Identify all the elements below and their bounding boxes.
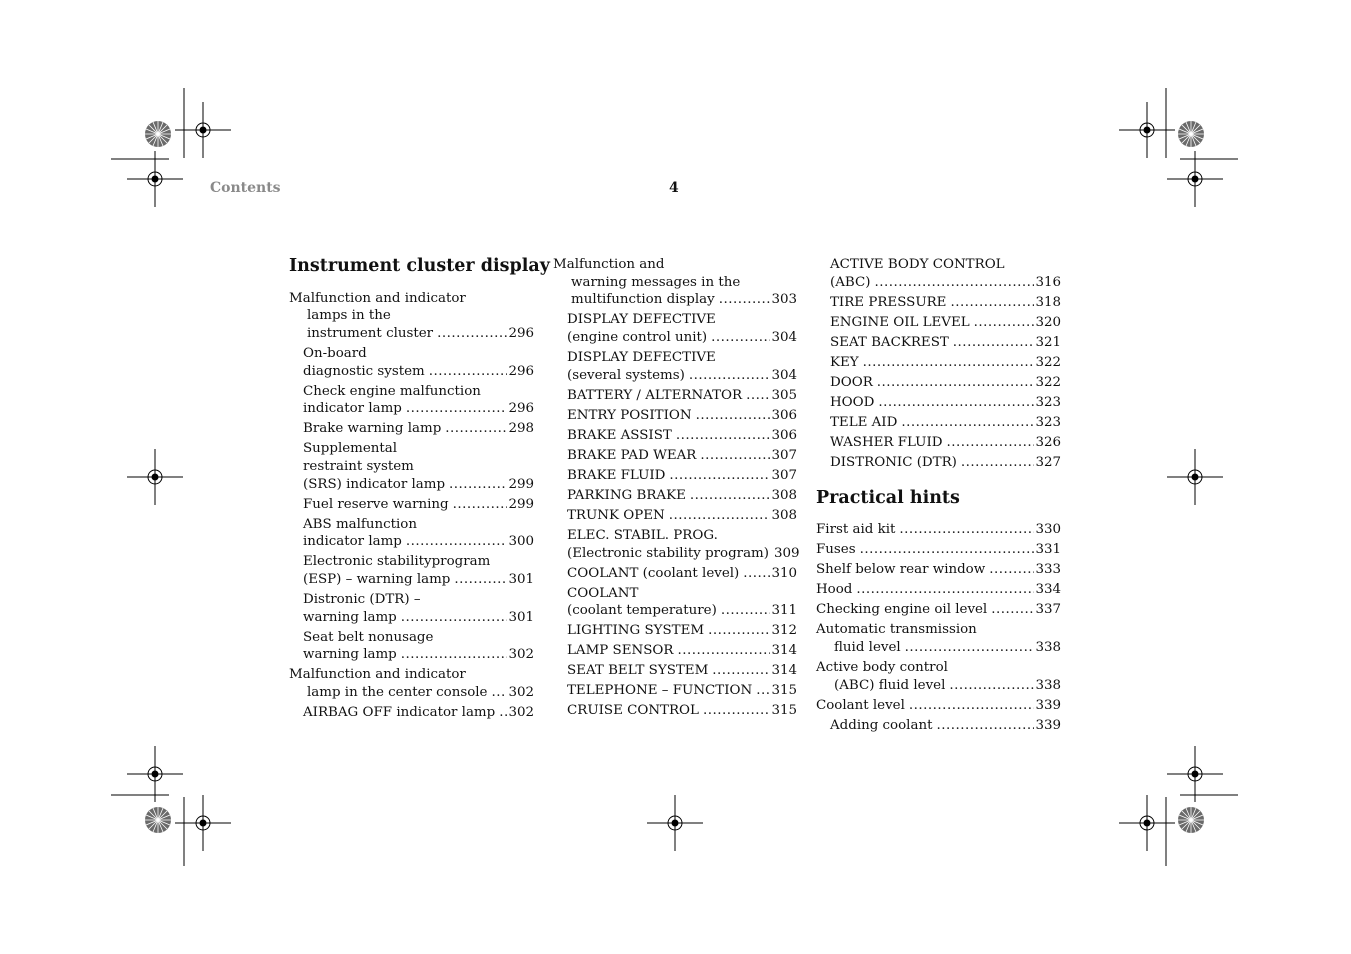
toc-entry-label: Fuel reserve warning (303, 497, 449, 512)
toc-page-number: 339 (1035, 718, 1061, 733)
dot-leader (991, 601, 1034, 619)
toc-entry-text: On-board (303, 346, 367, 361)
toc-entry-text: COOLANT (567, 586, 639, 601)
toc-entry (303, 704, 534, 722)
toc-entry (816, 541, 1061, 559)
dot-leader (401, 609, 508, 627)
toc-page-number: 314 (771, 663, 797, 678)
toc-page-number: 315 (771, 683, 797, 698)
toc-entry-label: (ESP) – warning lamp (303, 572, 451, 587)
toc-entry (303, 646, 534, 664)
toc-entry (307, 325, 534, 343)
toc-entry-label: BRAKE PAD WEAR (567, 448, 697, 463)
toc-entry (303, 496, 534, 514)
toc-entry (567, 507, 797, 525)
toc-entry (567, 387, 797, 405)
dot-leader (743, 565, 770, 583)
toc-page-number: 320 (1035, 315, 1061, 330)
toc-page-number: 302 (508, 705, 534, 720)
toc-page-number: 318 (1035, 295, 1061, 310)
dot-leader (901, 414, 1034, 432)
toc-entry-label: HOOD (830, 395, 875, 410)
toc-entry (567, 427, 797, 445)
toc-entry (830, 454, 1061, 472)
toc-entry-label: LIGHTING SYSTEM (567, 623, 705, 638)
toc-entry-label: Shelf below rear window (816, 562, 986, 577)
toc-entry-label: BATTERY / ALTERNATOR (567, 388, 743, 403)
toc-entry-label: indicator lamp (303, 401, 402, 416)
toc-page-number: 302 (508, 647, 534, 662)
toc-entry (571, 291, 797, 309)
toc-page-number: 322 (1035, 375, 1061, 390)
toc-page-number: 306 (771, 408, 797, 423)
toc-entry-label: Checking engine oil level (816, 602, 988, 617)
toc-entry-label: multifunction display (571, 292, 715, 307)
toc-entry-text: Automatic transmission (816, 622, 977, 637)
toc-page-number: 321 (1035, 335, 1061, 350)
dot-leader (669, 467, 770, 485)
toc-entry (830, 717, 1061, 735)
toc-entry-text: Malfunction and indicator (289, 667, 466, 682)
toc-entry-label: Fuses (816, 542, 856, 557)
dot-leader (703, 702, 771, 720)
toc-entry (303, 476, 534, 494)
dot-leader (860, 541, 1035, 559)
registration-target-icon (175, 102, 231, 158)
toc-entry (830, 394, 1061, 412)
toc-entry (567, 467, 797, 485)
toc-entry (567, 642, 797, 660)
toc-entry (816, 521, 1061, 539)
toc-entry (567, 407, 797, 425)
toc-entry-text: ACTIVE BODY CONTROL (830, 257, 1005, 272)
toc-entry-text: warning messages in the (571, 275, 741, 290)
toc-entry-text: Malfunction and indicator (289, 291, 466, 306)
dot-leader (863, 354, 1035, 372)
toc-entry-label: BRAKE FLUID (567, 468, 666, 483)
toc-entry (567, 682, 797, 700)
toc-entry (816, 561, 1061, 579)
registration-target-icon (1167, 449, 1223, 505)
toc-page-number: 330 (1035, 522, 1061, 537)
dot-leader (676, 427, 771, 445)
registration-star-icon (145, 807, 171, 833)
toc-entry-text: ELEC. STABIL. PROG. (567, 528, 718, 543)
registration-target-icon (1119, 102, 1175, 158)
registration-target-icon (647, 795, 703, 851)
toc-page-number: 302 (508, 685, 534, 700)
toc-page-number: 303 (771, 292, 797, 307)
dot-leader (905, 639, 1035, 657)
section-title-instrument-cluster: Instrument cluster display (289, 256, 550, 276)
dot-leader (953, 334, 1035, 352)
toc-entry-label: WASHER FLUID (830, 435, 943, 450)
toc-entry (303, 533, 534, 551)
toc-entry-label: TELEPHONE – FUNCTION (567, 683, 753, 698)
toc-entry (816, 581, 1061, 599)
toc-entry-label: SEAT BACKREST (830, 335, 949, 350)
dot-leader (454, 571, 507, 589)
dot-leader (947, 434, 1035, 452)
toc-entry-label: lamp in the center console (307, 685, 488, 700)
toc-page-number: 308 (771, 488, 797, 503)
toc-entry-label: First aid kit (816, 522, 896, 537)
toc-page-number: 338 (1035, 678, 1061, 693)
dot-leader (721, 602, 771, 620)
toc-page-number: 311 (771, 603, 797, 618)
dot-leader (429, 363, 508, 381)
dot-leader (401, 646, 508, 664)
toc-entry-label: (coolant temperature) (567, 603, 717, 618)
dot-leader (950, 294, 1034, 312)
toc-page-number: 301 (508, 610, 534, 625)
dot-leader (491, 684, 507, 702)
toc-page-number: 312 (771, 623, 797, 638)
toc-entry (830, 414, 1061, 432)
toc-entry-text: Seat belt nonusage (303, 630, 434, 645)
dot-leader (909, 697, 1035, 715)
toc-page-number: 316 (1035, 275, 1061, 290)
toc-entry-text: Supplemental (303, 441, 398, 456)
toc-page-number: 296 (508, 401, 534, 416)
registration-target-icon (127, 449, 183, 505)
toc-entry (816, 697, 1061, 715)
toc-entry (567, 662, 797, 680)
toc-entry-label: LAMP SENSOR (567, 643, 674, 658)
toc-page-number: 308 (771, 508, 797, 523)
toc-entry (303, 571, 534, 589)
toc-entry-label: warning lamp (303, 610, 397, 625)
toc-entry (303, 363, 534, 381)
dot-leader (874, 274, 1034, 292)
toc-page-number: 338 (1035, 640, 1061, 655)
toc-page-number: 299 (508, 497, 534, 512)
toc-entry (834, 639, 1061, 657)
toc-page-number: 296 (508, 364, 534, 379)
toc-entry-text: Electronic stabilityprogram (303, 554, 491, 569)
toc-page-number: 298 (508, 421, 534, 436)
dot-leader (689, 367, 771, 385)
dot-leader (669, 507, 771, 525)
toc-entry-label: TIRE PRESSURE (830, 295, 947, 310)
toc-entry-label: TRUNK OPEN (567, 508, 665, 523)
toc-entry-label: Adding coolant (830, 718, 933, 733)
toc-page-number: 322 (1035, 355, 1061, 370)
toc-entry (303, 609, 534, 627)
toc-entry (816, 601, 1061, 619)
toc-entry-text: Check engine malfunction (303, 384, 481, 399)
toc-page-number: 307 (771, 468, 797, 483)
dot-leader (949, 677, 1034, 695)
toc-page-number: 333 (1035, 562, 1061, 577)
dot-leader (708, 622, 770, 640)
toc-page-number: 307 (771, 448, 797, 463)
dot-leader (877, 374, 1035, 392)
toc-entry-label: (engine control unit) (567, 330, 708, 345)
registration-target-icon (1167, 746, 1223, 802)
toc-entry (830, 434, 1061, 452)
toc-entry (567, 545, 800, 563)
toc-entry (567, 565, 797, 583)
toc-entry-text: Distronic (DTR) – (303, 592, 421, 607)
registration-star-icon (145, 121, 171, 147)
dot-leader (856, 581, 1034, 599)
dot-leader (437, 325, 507, 343)
toc-entry-label: fluid level (834, 640, 901, 655)
toc-page-number: 299 (508, 477, 534, 492)
toc-entry-label: TELE AID (830, 415, 898, 430)
toc-page-number: 323 (1035, 395, 1061, 410)
toc-entry-label: CRUISE CONTROL (567, 703, 699, 718)
dot-leader (878, 394, 1034, 412)
toc-page-number: 309 (773, 546, 800, 561)
dot-leader (719, 291, 771, 309)
toc-entry (830, 334, 1061, 352)
toc-page-number: 315 (771, 703, 797, 718)
dot-leader (936, 717, 1034, 735)
toc-entry-text: Malfunction and (553, 257, 665, 272)
dot-leader (756, 682, 770, 700)
dot-leader (899, 521, 1034, 539)
toc-page-number: 305 (771, 388, 797, 403)
toc-entry (567, 622, 797, 640)
registration-star-icon (1178, 121, 1204, 147)
toc-entry-label: KEY (830, 355, 859, 370)
dot-leader (974, 314, 1035, 332)
toc-entry (830, 354, 1061, 372)
toc-page-number: 314 (771, 643, 797, 658)
section-title-practical-hints: Practical hints (816, 488, 960, 508)
dot-leader (453, 496, 508, 514)
toc-entry (567, 602, 797, 620)
toc-entry-label: Coolant level (816, 698, 905, 713)
toc-entry-label: DISTRONIC (DTR) (830, 455, 957, 470)
dot-leader (989, 561, 1034, 579)
toc-entry-label: PARKING BRAKE (567, 488, 686, 503)
toc-page-number: 301 (508, 572, 534, 587)
toc-page-number: 306 (771, 428, 797, 443)
toc-entry-label: ENTRY POSITION (567, 408, 692, 423)
dot-leader (711, 329, 770, 347)
toc-page-number: 300 (508, 534, 534, 549)
toc-entry-label: ENGINE OIL LEVEL (830, 315, 970, 330)
toc-entry (303, 400, 534, 418)
toc-page-number: 296 (508, 326, 534, 341)
toc-entry-text: Active body control (816, 660, 948, 675)
toc-entry-label: DOOR (830, 375, 873, 390)
registration-target-icon (175, 795, 231, 851)
toc-page-number: 310 (771, 566, 797, 581)
toc-entry-label: (Electronic stability program) (567, 546, 769, 561)
registration-target-icon (1119, 795, 1175, 851)
dot-leader (700, 447, 770, 465)
toc-entry-label: (several systems) (567, 368, 685, 383)
toc-entry (303, 420, 534, 438)
toc-entry-label: instrument cluster (307, 326, 434, 341)
toc-entry-text: restraint system (303, 459, 414, 474)
toc-entry (567, 487, 797, 505)
dot-leader (406, 533, 508, 551)
toc-entry-label: COOLANT (coolant level) (567, 566, 740, 581)
toc-entry-text: DISPLAY DEFECTIVE (567, 350, 716, 365)
toc-page-number: 339 (1035, 698, 1061, 713)
toc-entry (830, 294, 1061, 312)
toc-entry (567, 329, 797, 347)
toc-entry-label: warning lamp (303, 647, 397, 662)
toc-entry (830, 274, 1061, 292)
toc-page-number: 304 (771, 330, 797, 345)
toc-entry-label: BRAKE ASSIST (567, 428, 672, 443)
toc-page-number: 331 (1035, 542, 1061, 557)
toc-entry-label: (ABC) fluid level (834, 678, 946, 693)
dot-leader (499, 704, 507, 722)
toc-entry (830, 314, 1061, 332)
running-header-section: Contents (210, 180, 281, 196)
toc-page-number: 327 (1035, 455, 1061, 470)
dot-leader (961, 454, 1035, 472)
toc-entry-label: Hood (816, 582, 853, 597)
registration-target-icon (127, 746, 183, 802)
dot-leader (712, 662, 770, 680)
toc-entry-text: DISPLAY DEFECTIVE (567, 312, 716, 327)
toc-entry-label: diagnostic system (303, 364, 425, 379)
toc-entry-label: indicator lamp (303, 534, 402, 549)
toc-entry-text: ABS malfunction (303, 517, 417, 532)
toc-page-number: 337 (1035, 602, 1061, 617)
dot-leader (449, 476, 507, 494)
toc-entry-label: (SRS) indicator lamp (303, 477, 446, 492)
dot-leader (746, 387, 770, 405)
toc-entry (307, 684, 534, 702)
dot-leader (696, 407, 771, 425)
dot-leader (445, 420, 507, 438)
toc-entry-label: AIRBAG OFF indicator lamp (303, 705, 496, 720)
dot-leader (406, 400, 508, 418)
toc-entry (567, 447, 797, 465)
registration-star-icon (1178, 807, 1204, 833)
dot-leader (677, 642, 770, 660)
toc-page-number: 304 (771, 368, 797, 383)
toc-entry (834, 677, 1061, 695)
toc-entry-label: Brake warning lamp (303, 421, 442, 436)
toc-entry (567, 367, 797, 385)
toc-entry-label: (ABC) (830, 275, 871, 290)
toc-entry-label: SEAT BELT SYSTEM (567, 663, 709, 678)
dot-leader (690, 487, 771, 505)
toc-page-number: 334 (1035, 582, 1061, 597)
toc-page-number: 326 (1035, 435, 1061, 450)
toc-entry-text: lamps in the (307, 308, 391, 323)
toc-entry (830, 374, 1061, 392)
toc-entry (567, 702, 797, 720)
toc-page-number: 323 (1035, 415, 1061, 430)
page-number: 4 (669, 180, 679, 196)
